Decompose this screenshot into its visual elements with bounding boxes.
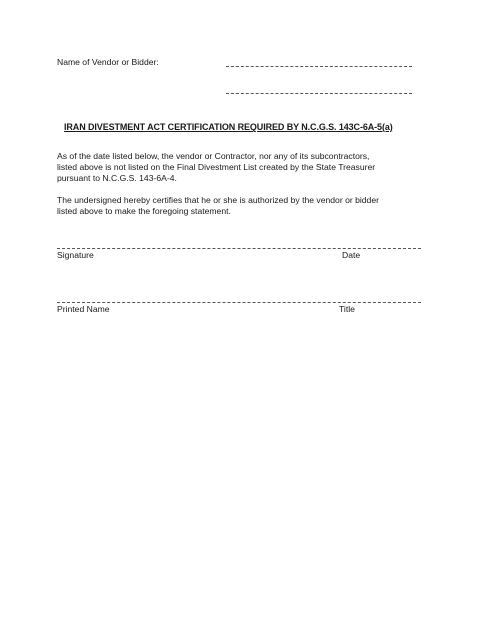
paragraph-1-line-3: pursuant to N.C.G.S. 143-6A-4. [57,173,177,184]
vendor-name-line-2[interactable] [226,93,412,94]
paragraph-2-line-2: listed above to make the foregoing statement. [57,206,231,217]
certification-title: IRAN DIVESTMENT ACT CERTIFICATION REQUIRED BY N.C.G.S. 143C-6A-5(a) [64,122,393,132]
paragraph-2-line-1: The undersigned hereby certifies that he or she is authorized by the vendor or bidder [57,195,379,205]
vendor-name-label: Name of Vendor or Bidder: [57,57,159,67]
title-label: Title [339,304,355,314]
certification-paragraph-1 [57,151,427,185]
signature-date-line[interactable] [57,248,421,249]
date-label: Date [342,250,361,260]
paragraph-1-line-2: listed above is not listed on the Final Divestment List created by the State Treasurer [57,162,376,173]
signature-label: Signature [57,250,94,260]
printed-name-title-line[interactable] [57,302,421,303]
printed-name-label: Printed Name [57,304,110,314]
paragraph-1-line-1: As of the date listed below, the vendor or Contractor, nor any of its subcontractors, [57,151,370,161]
certification-paragraph-2 [57,195,427,217]
vendor-name-line-1[interactable] [226,66,412,67]
